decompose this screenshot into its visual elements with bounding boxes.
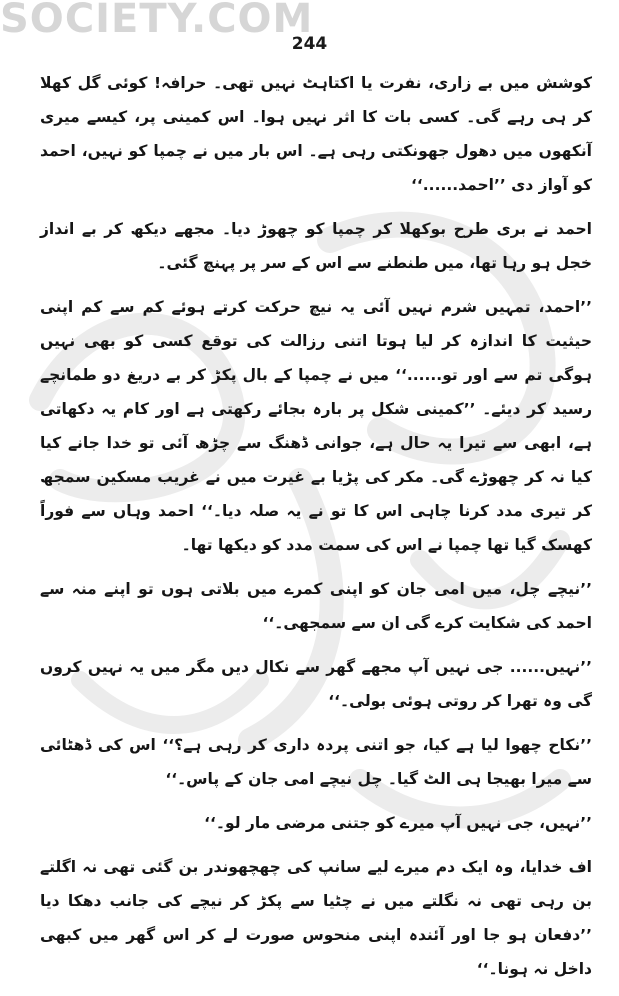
paragraph: ’’نیچے چل، میں امی جان کو اپنی کمرے میں بلاتی ہوں تو اپنے منہ سے احمد کی شکایت کرے گی ان سے سمجھی۔‘‘ — [40, 580, 592, 632]
paragraph: ’’نہیں...... جی نہیں آپ مجھے گھر سے نکال دیں مگر میں یہ نہیں کروں گی وہ تھرا کر روتی ہوئی بولی۔‘‘ — [40, 658, 592, 710]
paragraph: ’’نہیں، جی نہیں آپ میرے کو جتنی مرضی مار لو۔‘‘ — [204, 814, 592, 832]
paragraph: ’’احمد، تمہیں شرم نہیں آئی یہ نیچ حرکت کرتے ہوئے کم سے کم اپنی حیثیت کا اندازہ کر لیا ہوتا اتنی رزالت کی توقع کسی کو بھی نہیں ہوگی تم سے اور تو......‘‘ میں نے چمپا کے بال پکڑ کر بے دریغ دو طمانچے رسید کر دیئے۔ ’’کمینی شکل پر بارہ بجائے رکھتی ہے اور کام یہ دکھاتی ہے، ابھی سے تیرا یہ حال ہے، جوانی ڈھنگ سے چڑھ آئی تو خدا جانے کیا کیا نہ کر چھوڑے گی۔ مکر کی پڑیا بے غیرت میں نے غریب مسکین سمجھ کر تیری مدد کرنا چاہی اس کا تو نے یہ صلہ دیا۔‘‘ احمد وہاں سے فوراً کھسک گیا تھا چمپا نے اس کی سمت مدد کو دیکھا تھا۔ — [40, 298, 592, 554]
page-number: 244 — [291, 34, 328, 54]
paragraph: ’’نکاح چھوا لیا ہے کیا، جو اتنی پردہ داری کر رہی ہے؟‘‘ اس کی ڈھٹائی سے میرا بھیجا ہی الٹ گیا۔ چل نیچے امی جان کے پاس۔‘‘ — [40, 736, 592, 788]
paragraph: اف خدایا، وہ ایک دم میرے لیے سانپ کی چھچھوندر بن گئی تھی نہ اگلتے بن رہی تھی نہ نگلتے میں نے چٹیا سے پکڑ کر نیچے کی جانب دھکا دیا ’’دفعان ہو جا اور آئندہ اپنی منحوس صورت لے کر اس گھر میں کبھی داخل نہ ہونا۔‘‘ — [40, 858, 592, 978]
paragraph: احمد نے بری طرح بوکھلا کر چمپا کو چھوڑ دیا۔ مجھے دیکھ کر بے انداز خجل ہو رہا تھا، میں طنطنے سے اس کے سر پر پہنچ گئی۔ — [40, 220, 592, 272]
body-text — [40, 66, 592, 996]
paragraph: کوشش میں بے زاری، نفرت یا اکتاہٹ نہیں تھی۔ حرافہ! کوئی گل کھلا کر ہی رہے گی۔ کسی بات کا اثر نہیں ہوا۔ اس کمینی پر، کیسے میری آنکھوں میں دھول جھونکتی رہی ہے۔ اس بار میں نے چمپا کو نہیں، احمد کو آواز دی ’’احمد......‘‘ — [40, 74, 592, 194]
site-watermark: SOCIETY.COM — [0, 0, 314, 42]
